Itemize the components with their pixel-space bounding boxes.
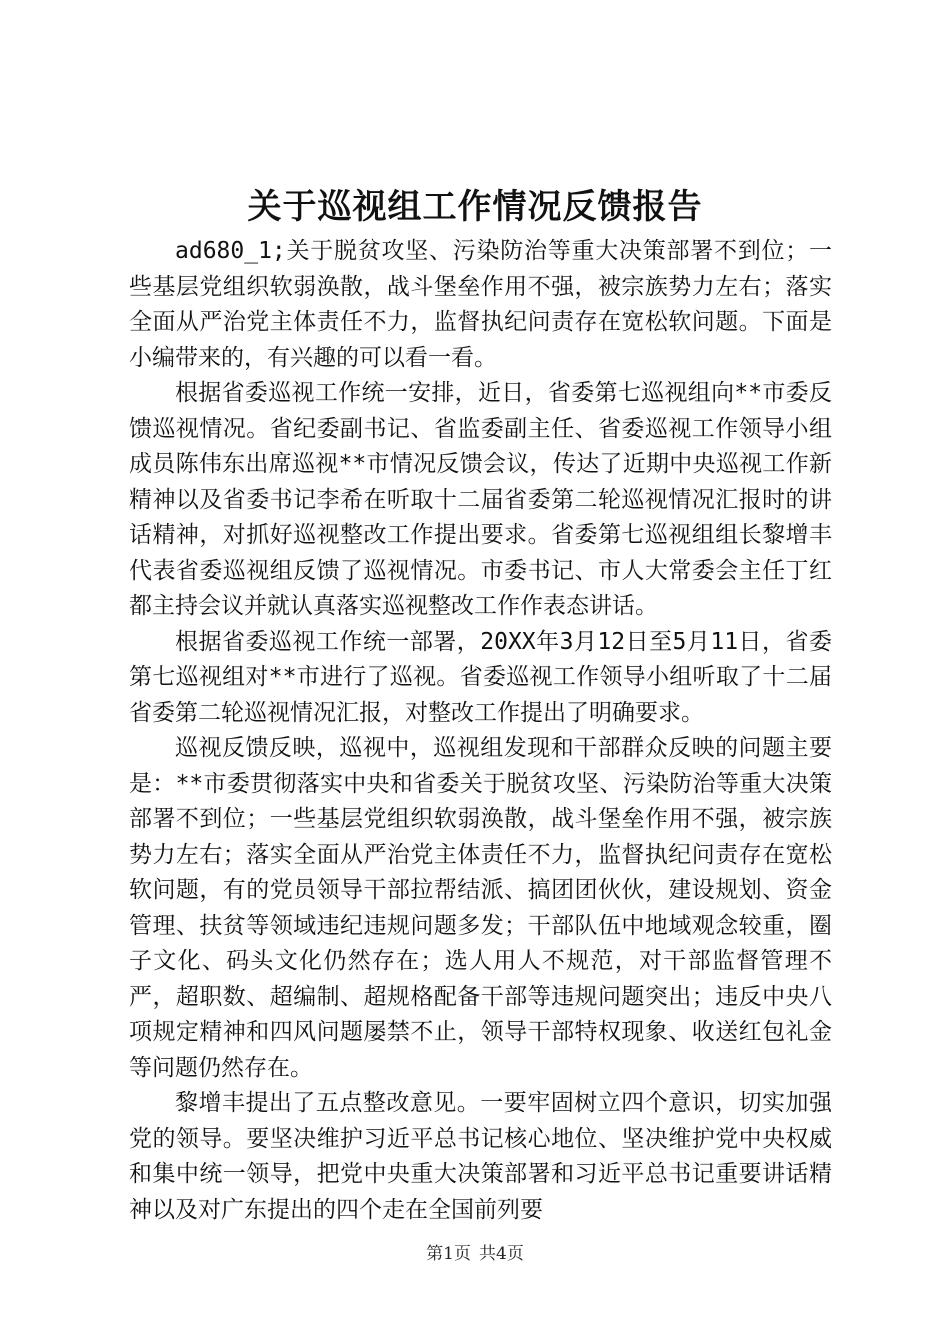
page-number: 第1页 bbox=[426, 1244, 471, 1264]
paragraph-3: 根据省委巡视工作统一部署，20XX年3月12日至5月11日，省委第七巡视组对**市进行了巡视。省委巡视工作领导小组听取了十二届省委第二轮巡视情况汇报，对整改工作提出了明确要求。 bbox=[129, 628, 832, 726]
document-title: 关于巡视组工作情况反馈报告 bbox=[247, 187, 703, 227]
total-pages: 共4页 bbox=[479, 1244, 524, 1264]
paragraph-2: 根据省委巡视工作统一安排，近日，省委第七巡视组向**市委反馈巡视情况。省纪委副书记、省监委副主任、省委巡视工作领导小组成员陈伟东出席巡视**市情况反馈会议，传达了近期中央巡视工作新精神以及省委书记李希在听取十二届省委第二轮巡视情况汇报时的讲话精神，对抓好巡视整改工作提出要求。省委第七巡视组组长黎增丰代表省委巡视组反馈了巡视情况。市委书记、市人大常委会主任丁红都主持会议并就认真落实巡视整改工作作表态讲话。 bbox=[129, 380, 832, 619]
document-body bbox=[129, 234, 832, 1228]
paragraph-4: 巡视反馈反映，巡视中，巡视组发现和干部群众反映的问题主要是：**市委贯彻落实中央和省委关于脱贫攻坚、污染防治等重大决策部署不到位；一些基层党组织软弱涣散，战斗堡垒作用不强，被宗族势力左右；落实全面从严治党主体责任不力，监督执纪问责存在宽松软问题，有的党员领导干部拉帮结派、搞团团伙伙，建设规划、资金管理、扶贫等领域违纪违规问题多发；干部队伍中地域观念较重，圈子文化、码头文化仍然存在；选人用人不规范，对干部监督管理不严，超职数、超编制、超规格配备干部等违规问题突出；违反中央八项规定精神和四风问题屡禁不止，领导干部特权现象、收送红包礼金等问题仍然存在。 bbox=[129, 735, 832, 1081]
paragraph-5: 黎增丰提出了五点整改意见。一要牢固树立四个意识，切实加强党的领导。要坚决维护习近平总书记核心地位、坚决维护党中央权威和集中统一领导，把党中央重大决策部署和习近平总书记重要讲话精神以及对广东提出的四个走在全国前列要 bbox=[129, 1090, 832, 1223]
page-footer bbox=[0, 1242, 950, 1266]
paragraph-1: ad680_1;关于脱贫攻坚、污染防治等重大决策部署不到位；一些基层党组织软弱涣散，战斗堡垒作用不强，被宗族势力左右；落实全面从严治党主体责任不力，监督执纪问责存在宽松软问题。下面是小编带来的，有兴趣的可以看一看。 bbox=[129, 238, 832, 371]
